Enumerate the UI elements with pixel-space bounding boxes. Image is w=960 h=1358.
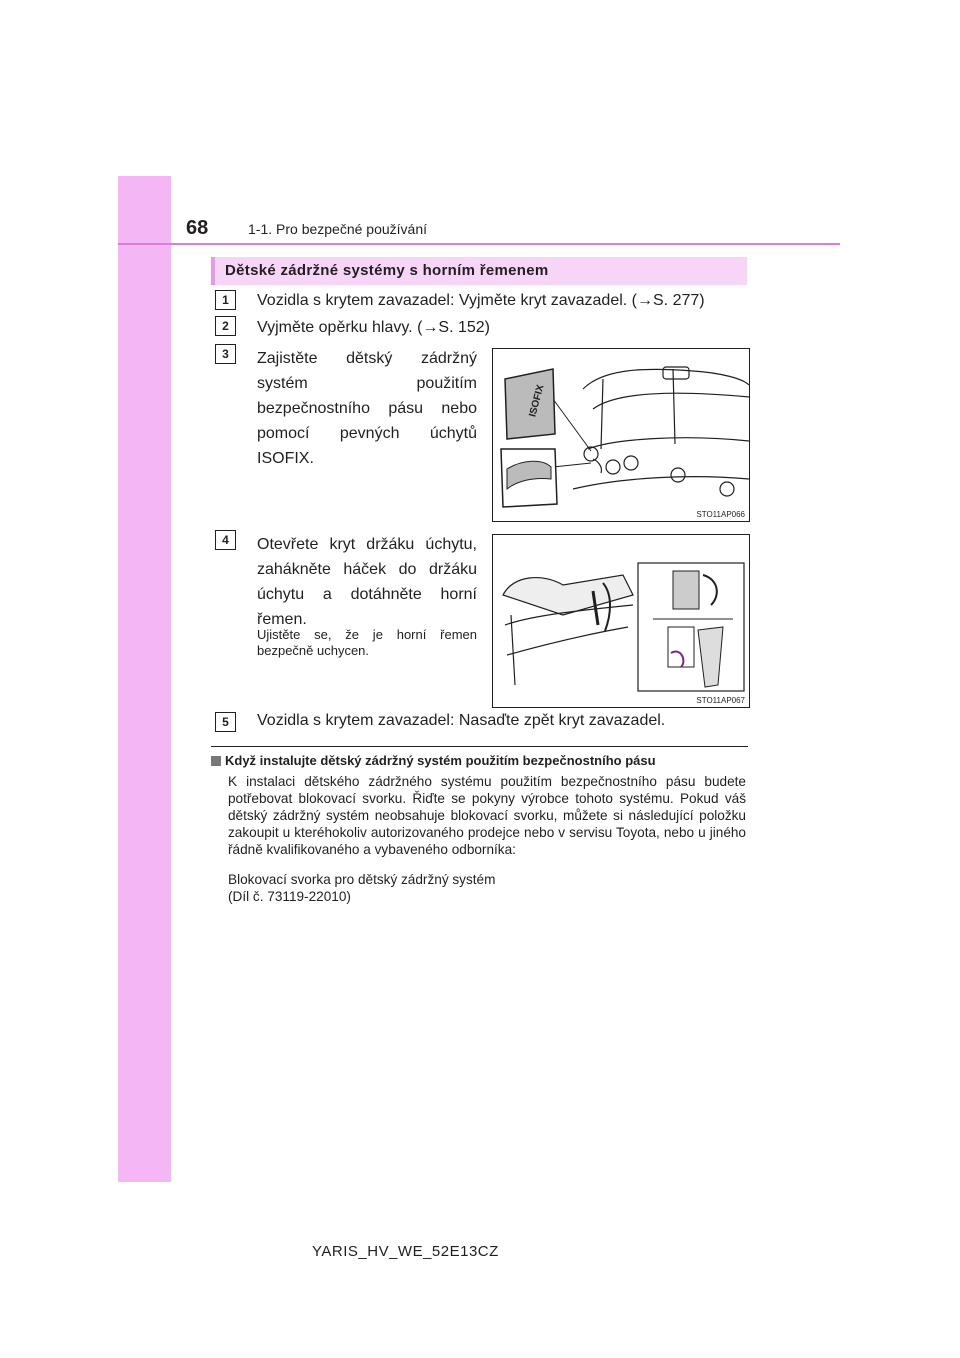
chapter-sidebar-tab [118, 176, 171, 1182]
section-heading-box [211, 257, 747, 285]
tether-anchor-illustration [493, 535, 749, 707]
step-5-text: Vozidla s krytem zavazadel: Nasaďte zpět kryt zavazadel. [257, 712, 666, 729]
info-part-name: Blokovací svorka pro dětský zádržný systém [228, 872, 496, 887]
step-5-number: 5 [215, 712, 236, 732]
step-1-text: Vozidla s krytem zavazadel: Vyjměte kryt zavazadel. (→S. 277) [257, 292, 705, 309]
rear-seat-illustration [493, 349, 749, 521]
document-code: YARIS_HV_WE_52E13CZ [312, 1243, 499, 1260]
figure-top-tether-anchor [492, 534, 750, 708]
figure-code: STO11AP067 [696, 696, 745, 705]
header-rule [118, 243, 840, 245]
page-number: 68 [186, 217, 209, 239]
step-2-text: Vyjměte opěrku hlavy. (→S. 152) [257, 319, 490, 336]
section-divider [211, 746, 748, 747]
step-2-number: 2 [215, 316, 236, 336]
info-paragraph: K instalaci dětského zádržného systému použitím bezpečnostního pásu budete potřebovat blokovací svorku. Řiďte se pokyny výrobce tohoto systému. Pokud váš dětský zádržný systém neobsahuje blokovací svorku, můžete si následující položku zakoupit u kteréhokoliv autorizovaného prodejce nebo v servisu Toyota, nebo u jiného řádně kvalifikovaného a vybaveného odborníka: [228, 774, 746, 857]
isofix-label: ISOFIX [527, 383, 547, 419]
figure-code: STO11AP066 [696, 510, 745, 519]
figure-isofix-anchors [492, 348, 750, 522]
info-part-number: (Díl č. 73119-22010) [228, 889, 351, 904]
step-4-text: Otevřete kryt držáku úchytu, zahákněte háček do držáku úchytu a dotáhněte horní řemen. [257, 536, 477, 628]
section-title: Dětské zádržné systémy s horním řemenem [225, 262, 549, 279]
step-1-number: 1 [215, 290, 236, 310]
info-heading-text: Když instalujte dětský zádržný systém použitím bezpečnostního pásu [225, 753, 656, 768]
chapter-title: 1-1. Pro bezpečné používání [248, 221, 428, 237]
square-bullet-icon [211, 756, 221, 766]
info-heading [211, 753, 656, 768]
step-3-number: 3 [215, 344, 236, 364]
step-4-note: Ujistěte se, že je horní řemen bezpečně uchycen. [257, 627, 477, 658]
step-3-text: Zajistěte dětský zádržný systém použitím bezpečnostního pásu nebo pomocí pevných úchytů ISOFIX. [257, 350, 477, 467]
step-4-number: 4 [215, 530, 236, 550]
